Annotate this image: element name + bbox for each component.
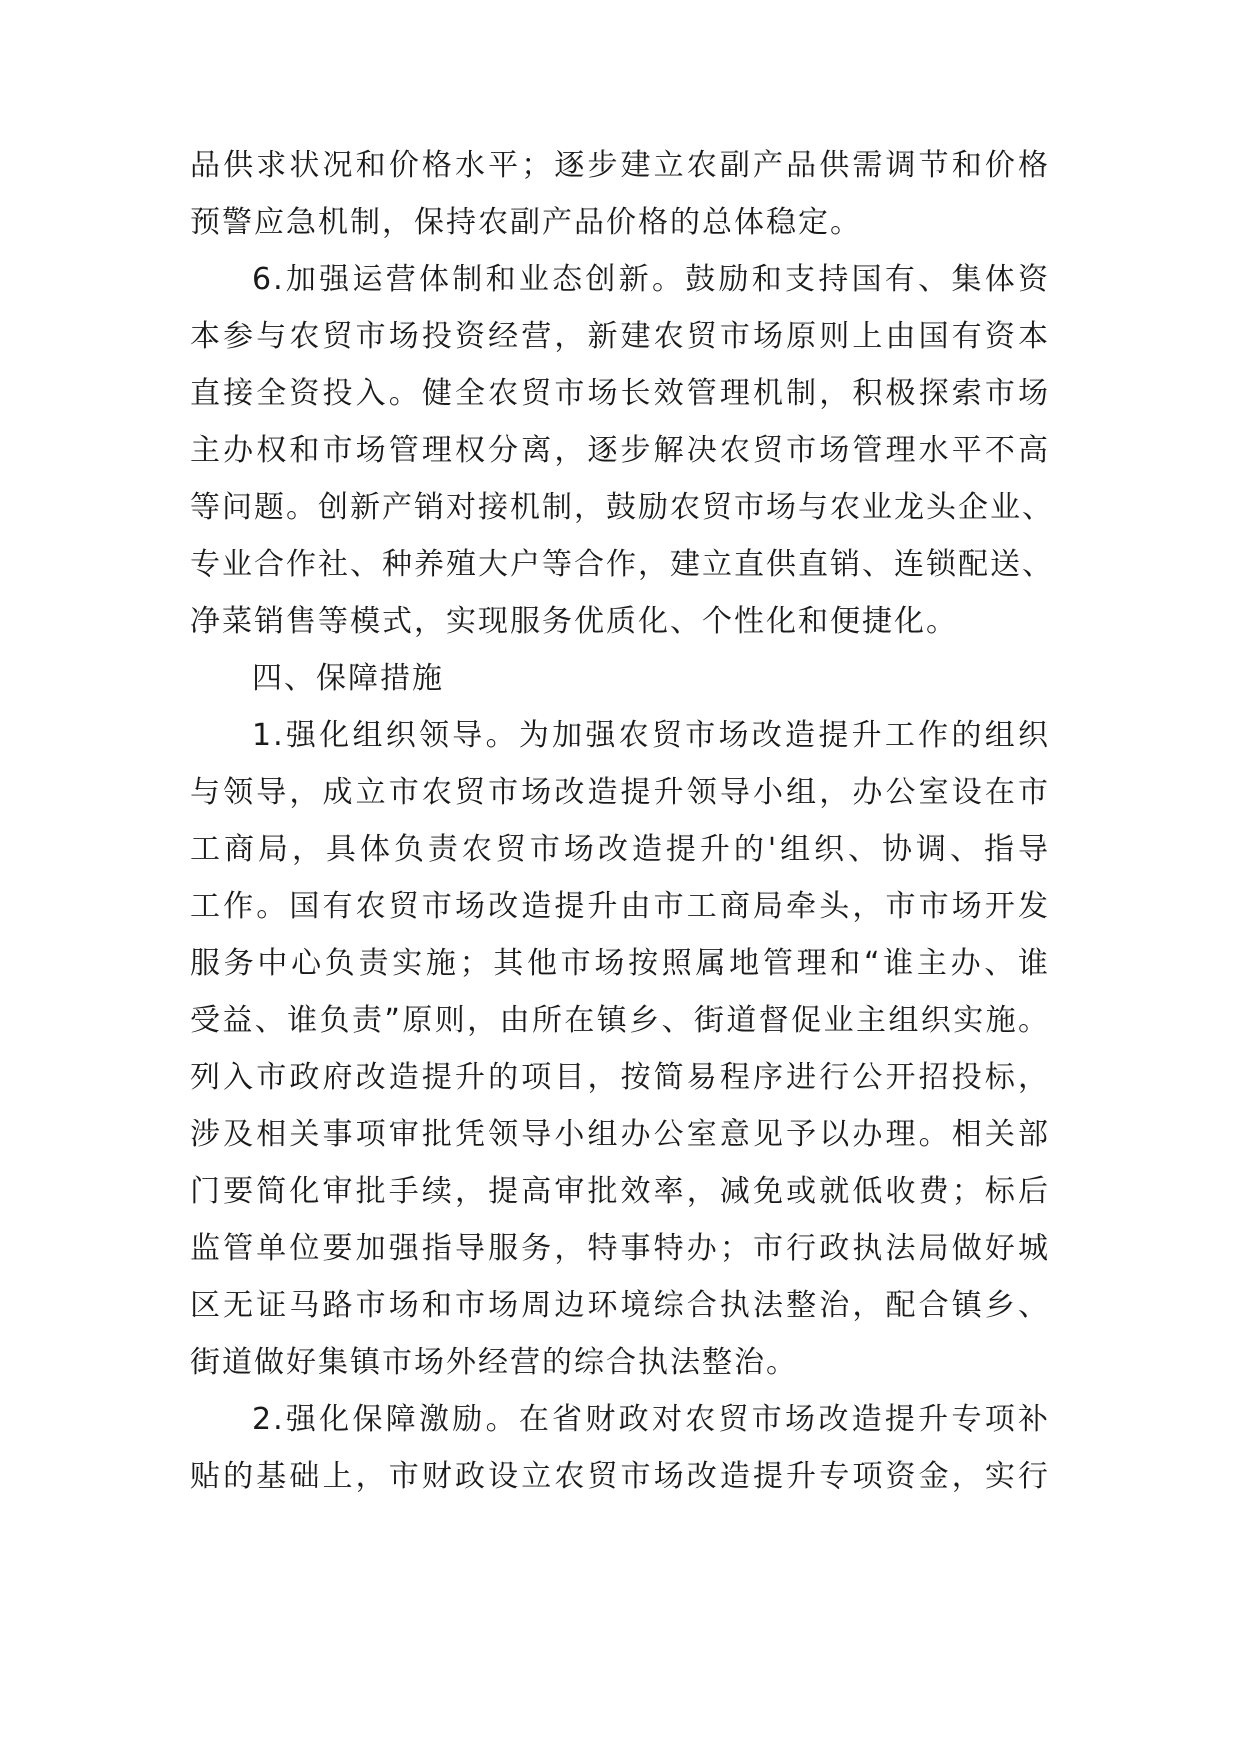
text-line: 本参与农贸市场投资经营，新建农贸市场原则上由国有资本 (190, 319, 1050, 354)
text-line: 街道做好集镇市场外经营的综合执法整治。 (190, 1345, 798, 1380)
text-line: 受益、谁负责”原则，由所在镇乡、街道督促业主组织实施。 (190, 1003, 1050, 1038)
text-line: 直接全资投入。健全农贸市场长效管理机制，积极探索市场 (190, 376, 1050, 411)
text-line: 与领导，成立市农贸市场改造提升领导小组，办公室设在市 (190, 775, 1050, 810)
text-line: 区无证马路市场和市场周边环境综合执法整治，配合镇乡、 (190, 1288, 1050, 1323)
text-line: 列入市政府改造提升的项目，按简易程序进行公开招投标， (190, 1060, 1050, 1095)
text-line: 贴的基础上，市财政设立农贸市场改造提升专项资金，实行 (190, 1459, 1050, 1494)
text-line: 工商局，具体负责农贸市场改造提升的'组织、协调、指导 (190, 832, 1050, 867)
paragraph-start-line: 1.强化组织领导。为加强农贸市场改造提升工作的组织 (252, 718, 1050, 753)
text-line: 主办权和市场管理权分离，逐步解决农贸市场管理水平不高 (190, 433, 1050, 468)
text-line: 监管单位要加强指导服务，特事特办；市行政执法局做好城 (190, 1231, 1050, 1266)
text-line: 等问题。创新产销对接机制，鼓励农贸市场与农业龙头企业、 (190, 490, 1054, 525)
text-line: 专业合作社、种养殖大户等合作，建立直供直销、连锁配送、 (190, 547, 1054, 582)
paragraph-start-line: 2.强化保障激励。在省财政对农贸市场改造提升专项补 (252, 1402, 1050, 1437)
text-line: 预警应急机制，保持农副产品价格的总体稳定。 (190, 205, 862, 240)
text-line: 门要简化审批手续，提高审批效率，减免或就低收费；标后 (190, 1174, 1050, 1209)
text-line: 净菜销售等模式，实现服务优质化、个性化和便捷化。 (190, 604, 958, 639)
text-line: 工作。国有农贸市场改造提升由市工商局牵头，市市场开发 (190, 889, 1050, 924)
text-line: 涉及相关事项审批凭领导小组办公室意见予以办理。相关部 (190, 1117, 1050, 1152)
paragraph-start-line: 6.加强运营体制和业态创新。鼓励和支持国有、集体资 (252, 262, 1050, 297)
text-line: 品供求状况和价格水平；逐步建立农副产品供需调节和价格 (190, 148, 1050, 183)
section-heading: 四、保障措施 (252, 661, 444, 696)
text-line: 服务中心负责实施；其他市场按照属地管理和“谁主办、谁 (190, 946, 1050, 981)
